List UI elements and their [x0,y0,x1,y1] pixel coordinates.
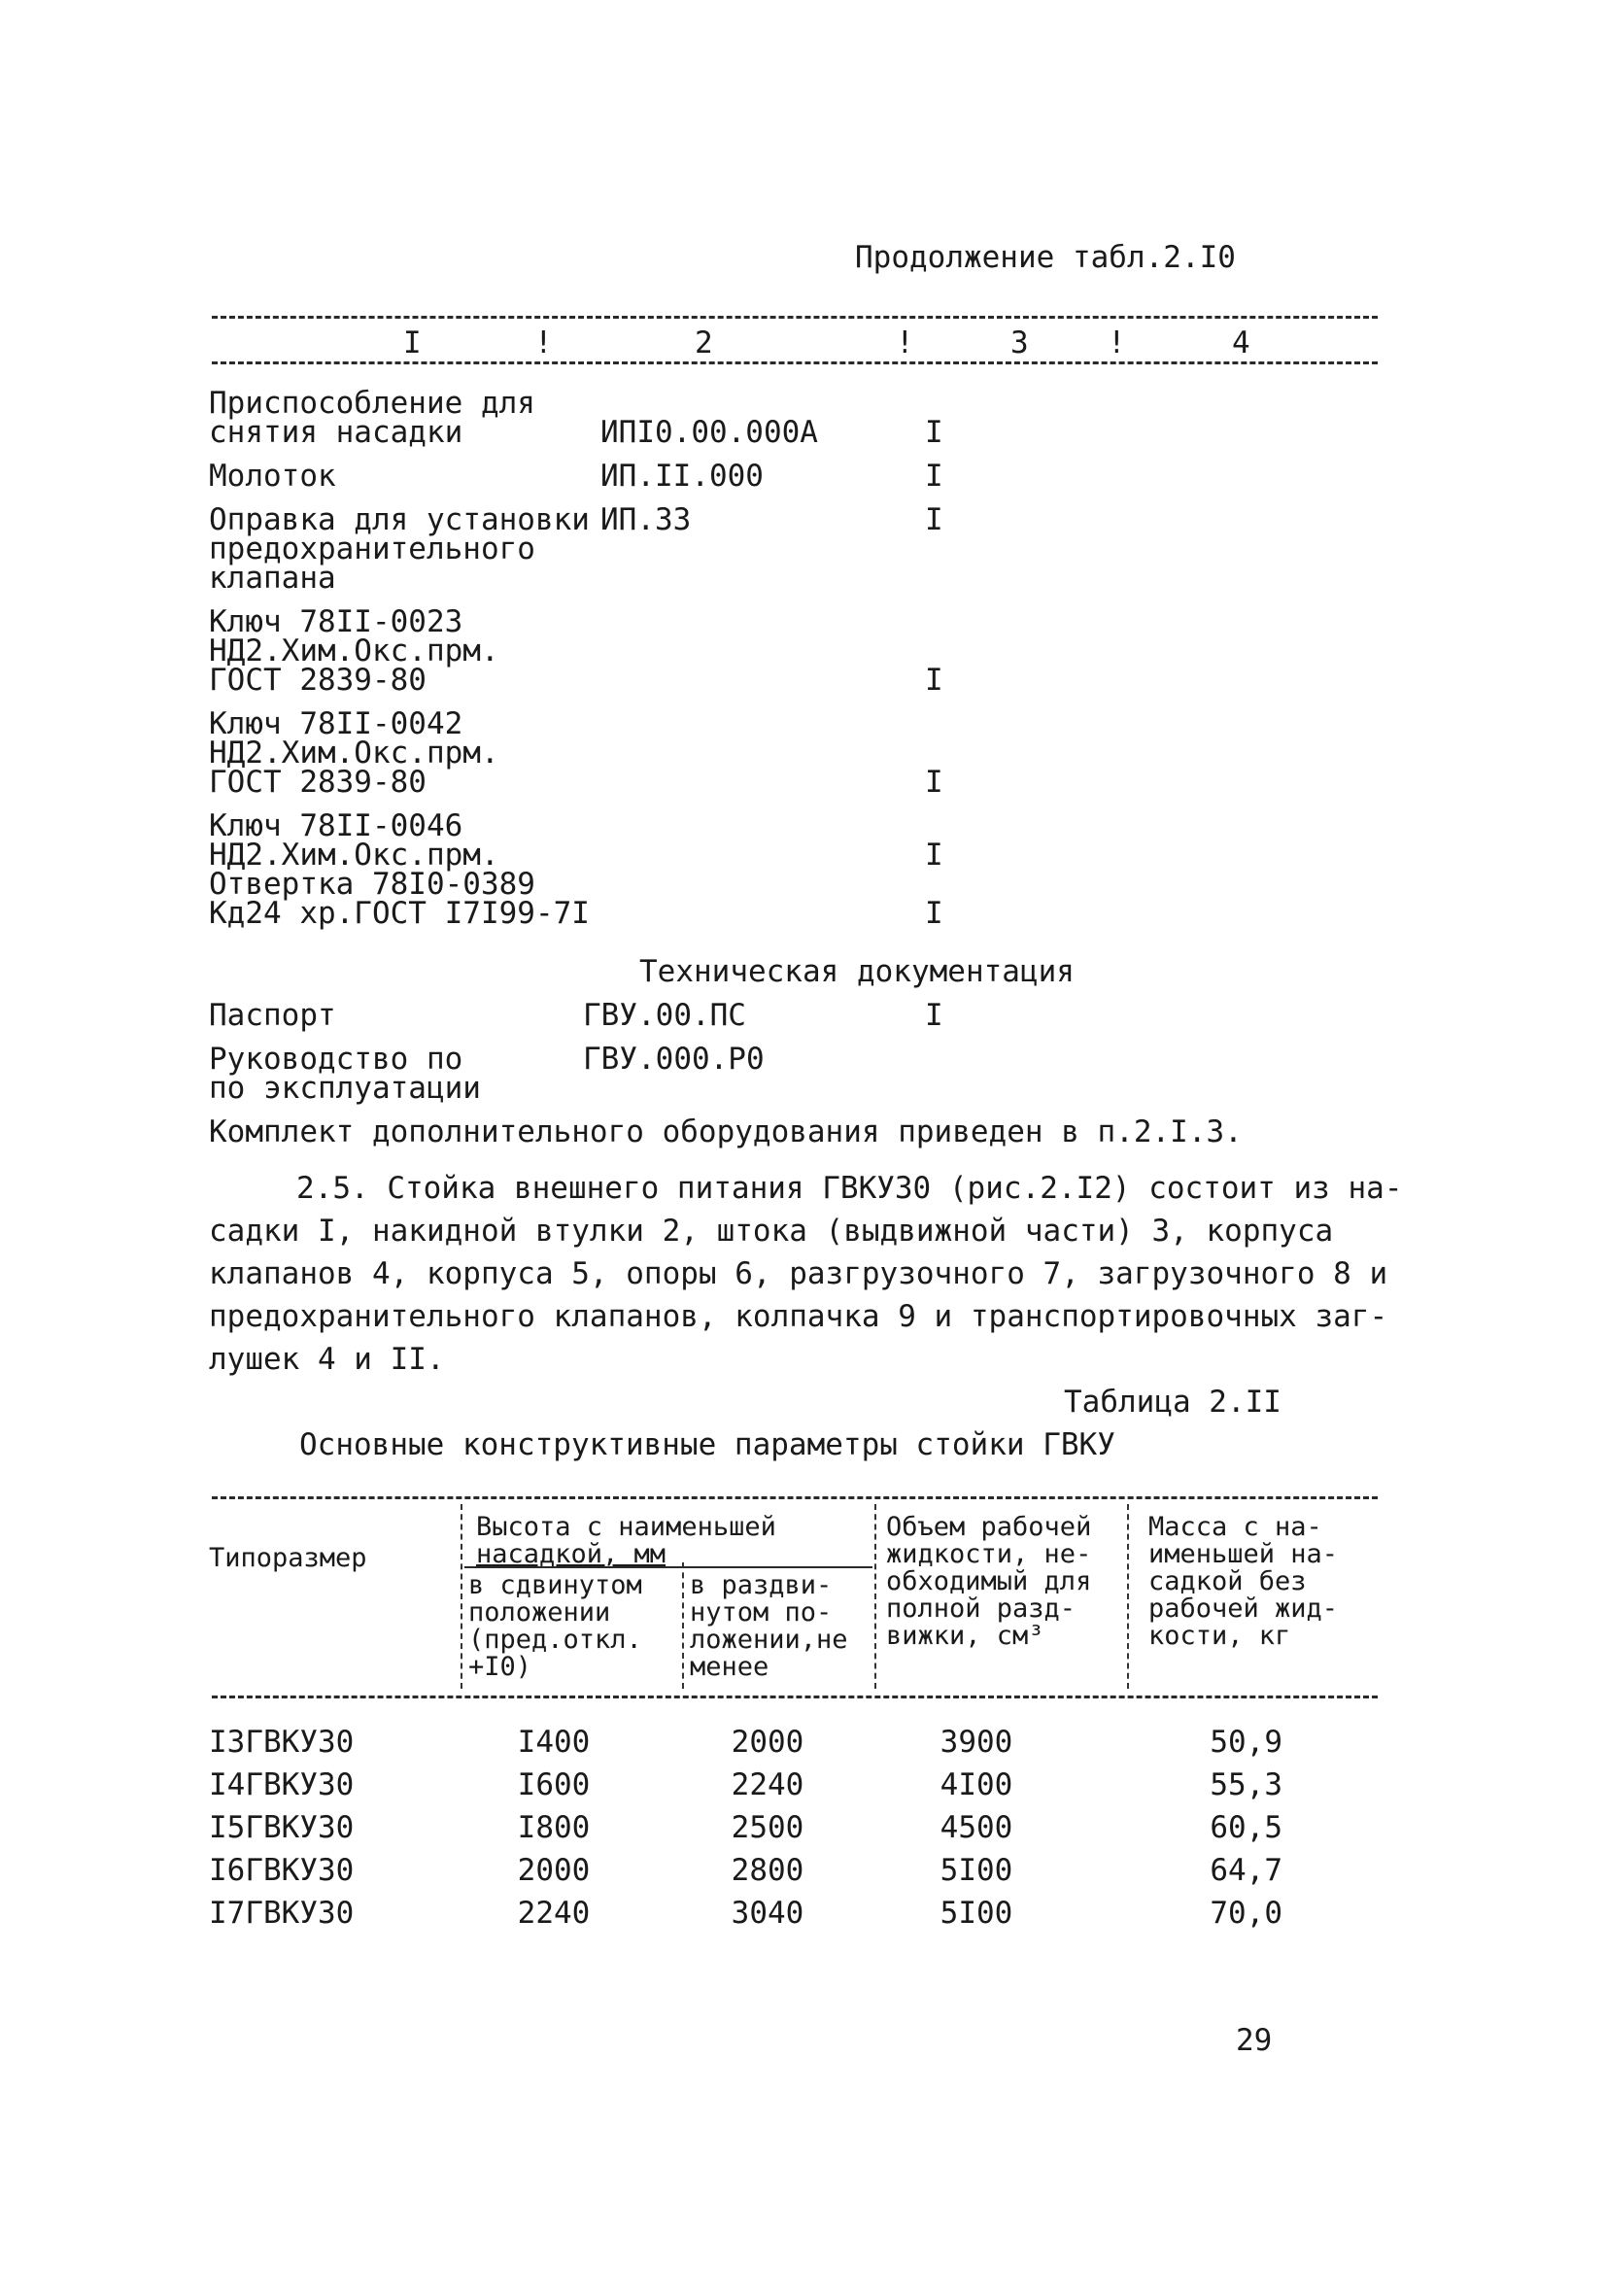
table2-group-rule [464,1566,872,1568]
table2-header-volume: вижки, см³ [886,1621,1044,1651]
table1-item-name: снятия насадки [209,415,463,450]
table2-label: Таблица 2.II [1064,1385,1281,1420]
table2-header-mass: кости, кг [1148,1621,1291,1651]
table1-header-col3: 3 [1010,326,1029,360]
table1-header-col1: I [403,326,422,360]
table1-item-name: Ключ 78II-0046 [209,808,463,843]
table2-header-type: Типоразмер [209,1543,367,1573]
table2-cell-type: I4ГВКУ30 [209,1767,355,1802]
table2-cell-mass: 70,0 [1210,1896,1282,1931]
table1-item-code: ИП.33 [600,502,692,537]
table2-cell-mass: 60,5 [1210,1810,1282,1845]
table2-cell-h2: 2240 [731,1767,804,1802]
table1-item-qty: I [925,896,943,931]
table1-item-qty: I [925,415,943,450]
table2-cell-h1: 2000 [517,1853,591,1888]
table2-header-sub-a: в сдвинутом [468,1570,642,1600]
table2-cell-mass: 50,9 [1210,1725,1282,1760]
table1-header-rule [212,361,1378,364]
table1-item-name: ГОСТ 2839-80 [209,765,427,800]
table2-cell-mass: 55,3 [1210,1767,1282,1802]
table2-header-group: насадкой, мм [476,1539,666,1569]
paragraph-line: клапанов 4, корпуса 5, опоры 6, разгрузочного 7, загрузочного 8 и [209,1256,1388,1291]
table2-header-sub-b: в раздви- [690,1570,833,1600]
table2-cell-h2: 2800 [731,1853,804,1888]
table1-header-sep: ! [534,326,553,360]
doc-item-code: ГВУ.000.Р0 [583,1042,765,1077]
table2-cell-h1: I600 [517,1767,591,1802]
table1-item-name: клапана [209,561,336,596]
table2-header-rule [212,1696,1378,1698]
table2-cell-volume: 3900 [940,1725,1013,1760]
table2-cell-type: I5ГВКУ30 [209,1810,355,1845]
table2-cell-h1: 2240 [517,1896,591,1931]
table2-header-sub-b: менее [690,1652,769,1682]
table2-header-sub-b: ложении,не [690,1625,848,1655]
table1-header-col2: 2 [695,326,713,360]
section-title: Техническая документация [639,954,1075,989]
table2-cell-volume: 4500 [940,1810,1013,1845]
table2-cell-volume: 5I00 [940,1896,1013,1931]
table1-item-name: Отвертка 78I0-0389 [209,867,535,902]
table2-col-separator [1127,1504,1129,1689]
table2-caption: Основные конструктивные параметры стойки ГВКУ [299,1427,1115,1462]
note-line: Комплект дополнительного оборудования приведен в п.2.I.3. [209,1114,1243,1149]
page-number: 29 [1236,2023,1273,2058]
doc-item-qty: I [925,998,943,1033]
table2-cell-volume: 5I00 [940,1853,1013,1888]
table1-item-name: Ключ 78II-0023 [209,604,463,639]
continuation-title: Продолжение табл.2.I0 [855,240,1236,275]
table2-header-sub-a: положении [468,1597,611,1628]
table2-col-separator [461,1504,462,1689]
table1-item-qty: I [925,459,943,494]
table1-header-col4: 4 [1232,326,1250,360]
table2-cell-h2: 3040 [731,1896,804,1931]
table1-item-qty: I [925,502,943,537]
table2-subcol-separator [682,1562,684,1689]
table2-cell-volume: 4I00 [940,1767,1013,1802]
table2-cell-type: I3ГВКУ30 [209,1725,355,1760]
table1-item-name: НД2.Хим.Окс.прм. [209,736,499,771]
table1-item-name: Кд24 хр.ГОСТ I7I99-7I [209,896,590,931]
table1-item-name: Приспособление для [209,386,535,421]
table1-item-qty: I [925,663,943,698]
table2-header-mass: рабочей жид- [1148,1593,1339,1624]
table1-header-sep: ! [1108,326,1126,360]
table1-item-code: ИПI0.00.000А [600,415,818,450]
table2-col-separator [874,1504,876,1689]
paragraph-line: садки I, накидной втулки 2, штока (выдвижной части) 3, корпуса [209,1214,1334,1249]
table2-cell-h1: I400 [517,1725,591,1760]
table2-cell-h2: 2000 [731,1725,804,1760]
table1-item-name: ГОСТ 2839-80 [209,663,427,698]
table2-header-sub-a: +I0) [468,1652,532,1682]
table2-cell-h2: 2500 [731,1810,804,1845]
table1-header-sep: ! [896,326,914,360]
table1-item-code: ИП.II.000 [600,459,764,494]
table1-item-name: НД2.Хим.Окс.прм. [209,634,499,668]
table2-header-mass: именьшей на- [1148,1539,1339,1569]
table2-header-mass: садкой без [1148,1566,1307,1596]
table2-header-volume: жидкости, не- [886,1539,1092,1569]
table2-header-group: Высота с наименьшей [476,1512,776,1542]
doc-item-name: Паспорт [209,998,336,1033]
table2-header-mass: Масса с на- [1148,1512,1322,1542]
table1-item-name: предохранительного [209,531,535,566]
paragraph-line: лушек 4 и II. [209,1342,445,1377]
table2-cell-type: I7ГВКУ30 [209,1896,355,1931]
table1-item-name: Молоток [209,459,336,494]
table2-header-volume: обходимый для [886,1566,1092,1596]
table1-item-name: НД2.Хим.Окс.прм. [209,838,499,873]
table1-item-qty: I [925,765,943,800]
doc-item-name: по эксплуатации [209,1071,481,1106]
table2-cell-h1: I800 [517,1810,591,1845]
doc-item-name: Руководство по [209,1042,463,1077]
table1-item-name: Ключ 78II-0042 [209,706,463,741]
table2-header-sub-b: нутом по- [690,1597,833,1628]
doc-item-code: ГВУ.00.ПС [583,998,746,1033]
table1-top-rule [212,316,1378,319]
paragraph-line: 2.5. Стойка внешнего питания ГВКУ30 (рис.2.I2) состоит из на- [296,1171,1403,1206]
table1-item-qty: I [925,838,943,873]
table2-cell-mass: 64,7 [1210,1853,1282,1888]
paragraph-line: предохранительного клапанов, колпачка 9 и транспортировочных заг- [209,1299,1388,1334]
table2-top-rule [212,1496,1378,1499]
table2-header-volume: полной разд- [886,1593,1076,1624]
table2-header-sub-a: (пред.откл. [468,1625,642,1655]
table2-cell-type: I6ГВКУ30 [209,1853,355,1888]
table1-item-name: Оправка для установки [209,502,590,537]
table2-header-volume: Объем рабочей [886,1512,1092,1542]
